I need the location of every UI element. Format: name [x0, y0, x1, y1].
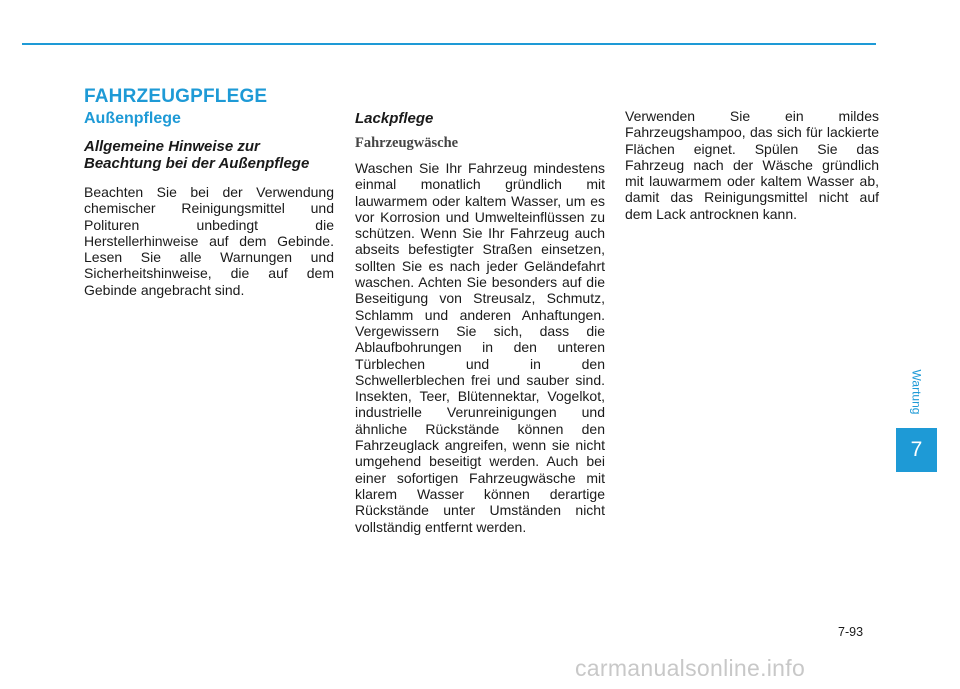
chapter-number-badge: 7 — [896, 428, 937, 472]
column-2 — [355, 110, 605, 535]
watermark: carmanualsonline.info — [575, 655, 806, 681]
minor-heading-fahrzeugwaesche: Fahrzeugwäsche — [355, 135, 459, 151]
section-title: FAHRZEUGPFLEGE — [84, 86, 268, 107]
column-3 — [625, 108, 879, 222]
side-tab-label — [896, 362, 936, 422]
side-tab-text: Wartung — [909, 369, 923, 415]
paragraph-general-notes: Beachten Sie bei der Verwendung chemischer Reinigungsmittel und Polituren unbedingt die Herstellerhinweise auf dem Gebinde. Lesen Sie alle Warnungen und Sicherheitshinweise, die auf dem Gebinde angebracht sind. — [84, 184, 334, 298]
subheading-general-notes: Allgemeine Hinweise zur Beachtung bei der Außenpflege — [84, 138, 310, 172]
subheading-lackpflege: Lackpflege — [355, 110, 434, 127]
header-rule — [22, 43, 876, 45]
paragraph-shampoo: Verwenden Sie ein mildes Fahrzeugshampoo, das sich für lackierte Flächen eignet. Spülen Sie das Fahrzeug nach der Wäsche gründlich mit lauwarmem oder kaltem Wasser ab, damit das Reinigungsmittel nicht auf dem Lack antrocknen kann. — [625, 108, 879, 222]
heading-aussenpflege: Außenpflege — [84, 110, 181, 127]
page-number: 7-93 — [838, 625, 864, 639]
column-1 — [84, 110, 334, 298]
paragraph-fahrzeugwaesche: Waschen Sie Ihr Fahrzeug mindestens einmal monatlich gründlich mit lauwarmem oder kaltem Wasser, um es vor Korrosion und Umwelteinflüssen zu schützen. Wenn Sie Ihr Fahrzeug auch abseits befestigter Straßen einsetzen, sollten Sie es nach jeder Geländefahrt waschen. Achten Sie besonders auf die Beseitigung von Streusalz, Schmutz, Schlamm und anderen Anhaftungen. Vergewissern Sie sich, dass die Ablaufbohrungen in den unteren Türblechen und in den Schwellerblechen frei und sauber sind. Insekten, Teer, Blütennektar, Vogelkot, industrielle Verunreinigungen und ähnliche Rückstände können den Fahrzeuglack angreifen, wenn sie nicht umgehend beseitigt werden. Auch bei einer sofortigen Fahrzeugwäsche mit klarem Wasser können derartige Rückstände unter Umständen nicht vollständig entfernt werden. — [355, 160, 605, 535]
